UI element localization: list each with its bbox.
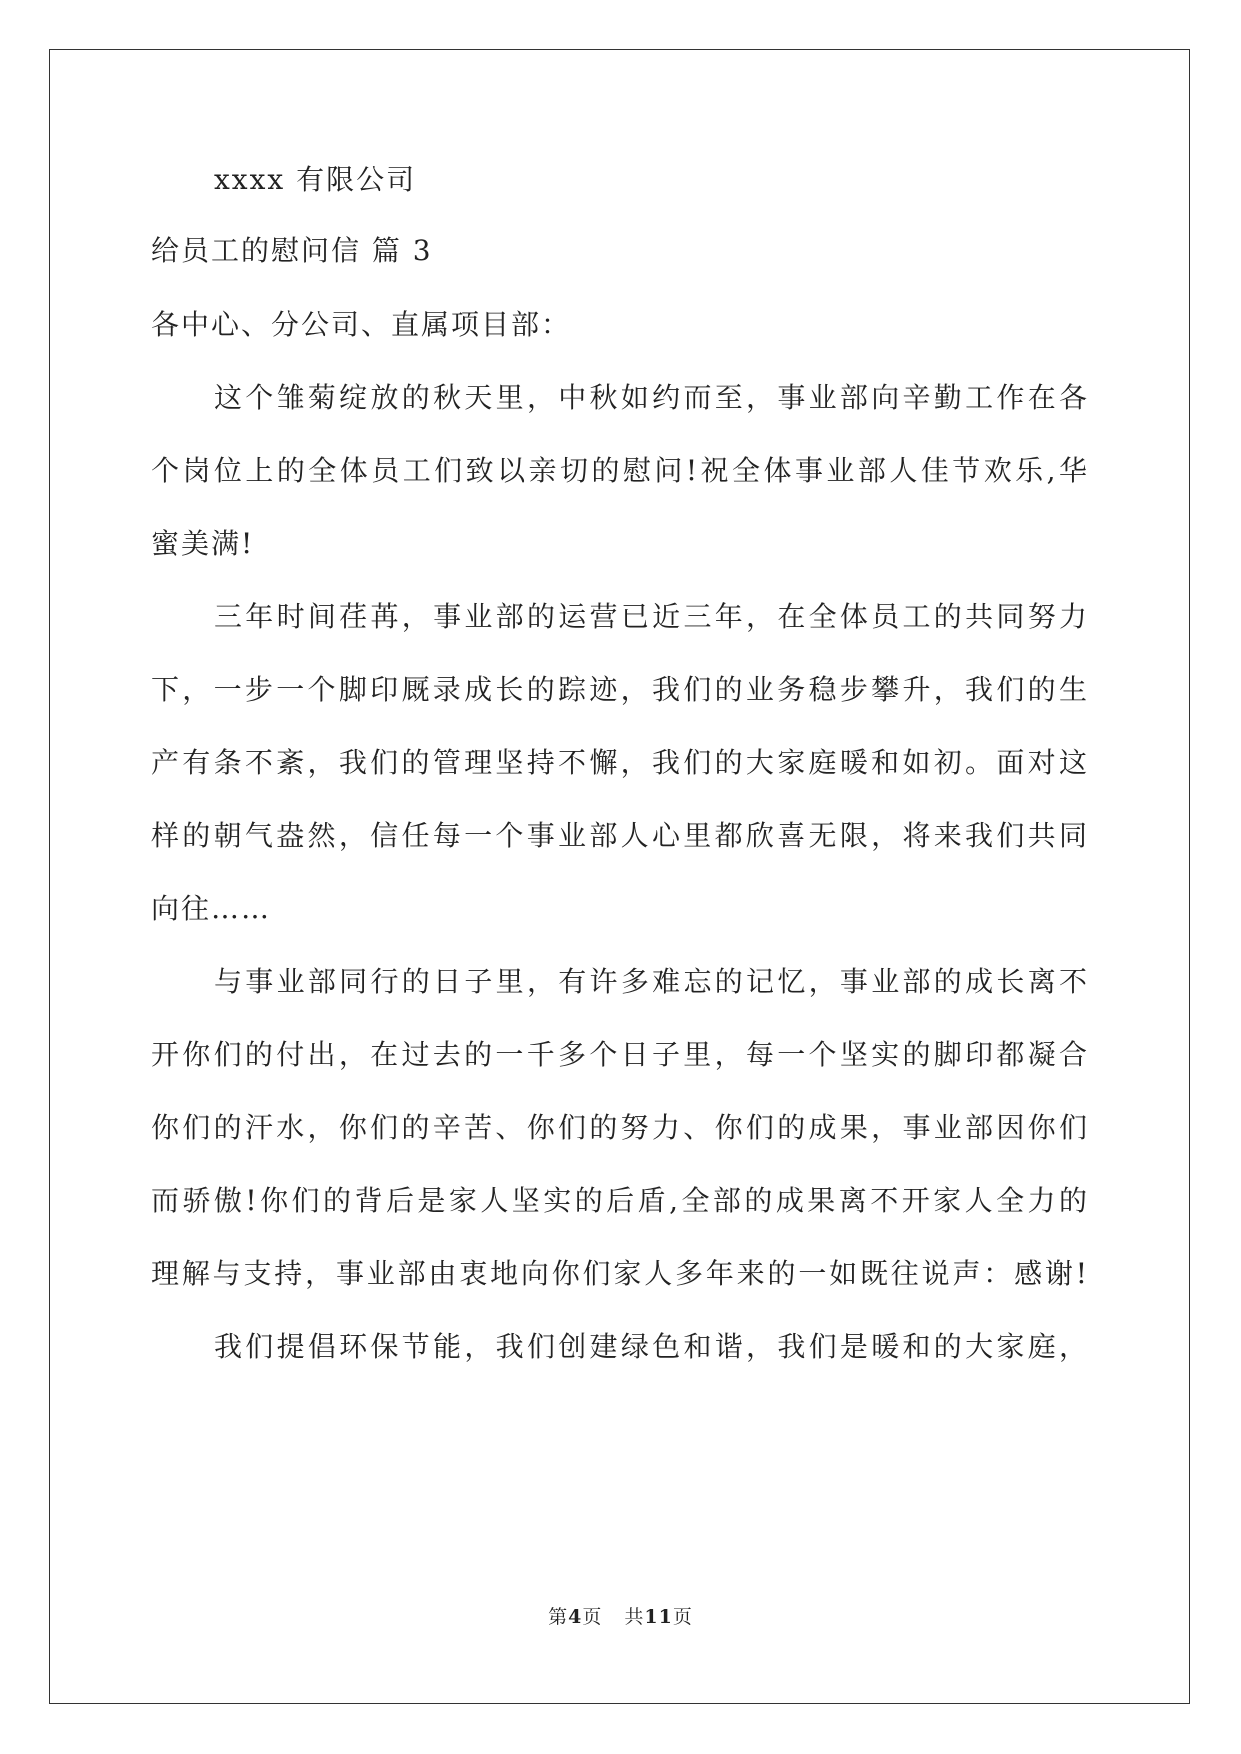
paragraph-line: 我们提倡环保节能，我们创建绿色和谐，我们是暖和的大家庭， — [214, 1330, 1089, 1363]
paragraph-line: 三年时间荏苒，事业部的运营已近三年，在全体员工的共同努力 — [214, 600, 1089, 633]
salutation: 各中心、分公司、直属项目部： — [151, 308, 572, 341]
total-prefix: 共 — [624, 1606, 645, 1628]
paragraph-line: 产有条不紊，我们的管理坚持不懈，我们的大家庭暖和如初。面对这 — [151, 746, 1089, 779]
page-prefix: 第 — [548, 1606, 569, 1628]
paragraph-line: 样的朝气盎然，信任每一个事业部人心里都欣喜无限，将来我们共同 — [151, 819, 1089, 852]
paragraph-line: 你们的汗水，你们的辛苦、你们的努力、你们的成果，事业部因你们 — [151, 1111, 1089, 1144]
page-footer — [0, 1605, 1241, 1629]
paragraph-line: 下，一步一个脚印厩录成长的踪迹，我们的业务稳步攀升，我们的生 — [151, 673, 1089, 706]
page-number: 4 — [568, 1606, 583, 1628]
paragraph-line: 这个雏菊绽放的秋天里，中秋如约而至，事业部向辛勤工作在各 — [214, 381, 1089, 414]
section-title: 给员工的慰问信 篇 3 — [151, 234, 433, 267]
total-suffix: 页 — [672, 1606, 693, 1628]
page-border — [49, 49, 1190, 1704]
paragraph-line: 与事业部同行的日子里，有许多难忘的记忆，事业部的成长离不 — [214, 965, 1089, 998]
paragraph-line: 开你们的付出，在过去的一千多个日子里，每一个坚实的脚印都凝合 — [151, 1038, 1089, 1071]
paragraph-line: 个岗位上的全体员工们致以亲切的慰问!祝全体事业部人佳节欢乐,华 — [151, 454, 1089, 487]
paragraph-line: 蜜美满! — [151, 527, 255, 560]
paragraph-line: 理解与支持，事业部由衷地向你们家人多年来的一如既往说声：感谢! — [151, 1257, 1089, 1290]
company-name-line: xxxx 有限公司 — [214, 163, 417, 196]
paragraph-line: 向往…… — [151, 892, 272, 925]
page-suffix: 页 — [582, 1606, 603, 1628]
paragraph-line: 而骄傲!你们的背后是家人坚实的后盾,全部的成果离不开家人全力的 — [151, 1184, 1089, 1217]
total-pages: 11 — [644, 1606, 673, 1628]
